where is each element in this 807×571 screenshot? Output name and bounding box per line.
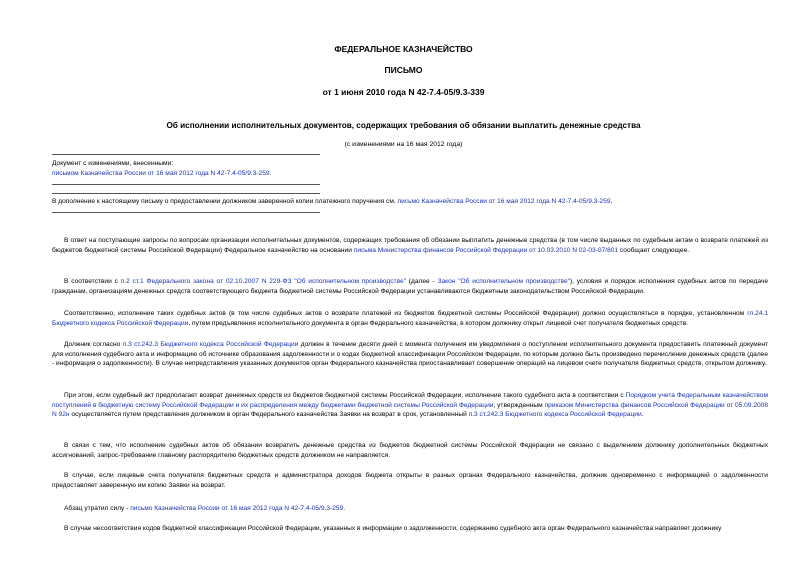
changes-link[interactable]: письмом Казначейства России от 16 мая 2012 года N 42-7.4-05/9.3-259. <box>52 170 272 177</box>
paragraph-3: Соответственно, исполнение таких судебных актов (в том числе судебных актов о возврате платежей из бюджетов бюджетной системы Российской Федерации) должно осуществляться в порядке, установленном гл.24.1 Бюджетного кодекса Российской Федерации, путем предъявления исполнительного документа в орган Федерального казначейства, в котором должнику открыт лицевой счет получателя бюджетных средств. <box>52 310 768 327</box>
document-title: Об исполнении исполнительных документов, содержащих требования об обязании выплатить денежные средства <box>166 121 641 130</box>
issuer-org: ФЕДЕРАЛЬНОЕ КАЗНАЧЕЙСТВО <box>334 44 473 54</box>
paragraph-9: В случае несоответствия кодов бюджетной классификации Российской Федерации, указанных в информации о задолженности, содержанию судебного акта орган Федерального казначейства направляет должнику <box>64 525 722 532</box>
budget-code-art242-link[interactable]: п.3 ст.242.3 Бюджетного кодекса Российской Федерации <box>122 341 299 348</box>
divider <box>52 154 320 155</box>
divider <box>52 184 320 185</box>
minfin-letter-link[interactable]: письма Министерства финансов Российской Федерации от 10.03.2010 N 02-03-07/801 <box>353 246 619 254</box>
budget-code-ch24-link[interactable]: гл.24.1 Бюджетного кодекса Российской Федерации <box>52 310 768 327</box>
law-229-link[interactable]: п.2 ст.1 Федерального закона от 02.10.2007 N 229-ФЗ "Об исполнительном производстве" <box>120 278 407 285</box>
minfin-order-92n-link[interactable]: приказом Министерства финансов Российской Федерации от 05.09.2008 N 92н <box>52 401 768 419</box>
law-enforcement-link[interactable]: Закон "Об исполнительном производстве" <box>437 278 570 285</box>
document-number: от 1 июня 2010 года N 42-7.4-05/9.3-339 <box>322 87 485 97</box>
amendment-link[interactable]: письмом Казначейства России от 16 мая 2012 года N 42-7.4-05/9.3-259 <box>52 170 270 177</box>
document-type: ПИСЬМО <box>384 65 423 75</box>
treasury-order-procedure-link[interactable]: Порядком учета Федеральным казначейством поступлений в бюджетную систему Российской Федерации и их распределения между бюджетами бюджетной системы Российской Федерации <box>52 392 768 409</box>
paragraph-5: При этом, если судебный акт предполагает возврат денежных средств из бюджетов бюджетной системы Российской Федерации, исполнение такого судебного акта в соответствии с Порядком учета Федеральным казначейством поступлений в бюджетную систему Российской Федерации и их распределения между бюджетами бюджетной системы Российской Федерации, утвержденным приказом Министерства финансов Российской Федерации от 05.09.2008 N 92н осуществляется путем представления должником в орган Федерального казначейства Заявки на возврат в срок, установленный п.3 ст.242.3 Бюджетного кодекса Российской Федерации. <box>52 392 768 419</box>
paragraph-4: Должник согласно п.3 ст.242.3 Бюджетного кодекса Российской Федерации должен в течение десяти дней с момента получения им уведомления о поступлении исполнительного документа предоставить платежный документ для исполнения судебного акта и информацию об источнике образования задолженности и о кодах бюджетной классификации Российском Федерации, по которым должно быть произведено перечисление денежных средств (далее - информация о задолженности). В случае непредставления указанных документов орган Федерального казначейства приостанавливает совершение операций на лицевом счете получателя бюджетных средств, открытом должнику. <box>52 341 768 368</box>
paragraph-7: В случае, если лицевые счета получателя бюджетных средств и администратора доходов бюджета открыты в разных органах Федерального казначейства, должник одновременно с информацией о задолженности предоставляет заверенную им копию Заявки на возврат. <box>52 472 768 489</box>
divider <box>52 193 320 194</box>
divider <box>52 212 320 213</box>
addendum-note: В дополнение к настоящему письму о предоставлении должником заверенной копии платежного поручения см. письмо Казначейства России от 16 мая 2012 года N 42-7.4-05/9.3-259. <box>52 198 613 205</box>
changes-label: Документ с изменениями, внесенными: <box>52 160 174 167</box>
addendum-link[interactable]: письмо Казначейства России от 16 мая 2012 года N 42-7.4-05/9.3-259 <box>397 198 611 205</box>
paragraph-1: В ответ на поступающие запросы по вопросам организации исполнительных документов, содержащих требования об обязании выплатить денежные средства (в том числе выданных по судебным актам о возврате платежей из бюджетов бюджетной системы Российской Федерации) Федеральное казначейство на основании письма Министерства финансов Российской Федерации от 10.03.2010 N 02-03-07/801 сообщает следующее. <box>52 237 768 254</box>
budget-code-art242-link-2[interactable]: п.3 ст.242.3 Бюджетного кодекса Российской Федерации <box>468 411 642 419</box>
paragraph-8: Абзац утратил силу - письмо Казначейства России от 16 мая 2012 года N 42-7.4-05/9.3-259. <box>64 505 346 512</box>
amendment-note: (с изменениями на 16 мая 2012 года) <box>344 141 463 148</box>
paragraph-6: В связи с тем, что исполнение судебных актов об обязании возвратить денежные средства из бюджетов бюджетной системы Российской Федерации не связано с выделением должнику дополнительных бюджетных ассигнований, запрос-требование главному распорядителю бюджетных средств должником не направляется. <box>52 442 768 459</box>
repeal-letter-link[interactable]: письмо Казначейства России от 16 мая 2012 года N 42-7.4-05/9.3-259 <box>130 505 344 512</box>
paragraph-2: В соответствии с п.2 ст.1 Федерального закона от 02.10.2007 N 229-ФЗ "Об исполнительном производстве" (далее - Закон "Об исполнительном производстве"), условия и порядок исполнения судебных актов по передаче гражданам, организациям денежных средств соответствующего бюджета бюджетной системы Российской Федерации устанавливаются бюджетным законодательством Российской Федерации. <box>52 278 769 295</box>
